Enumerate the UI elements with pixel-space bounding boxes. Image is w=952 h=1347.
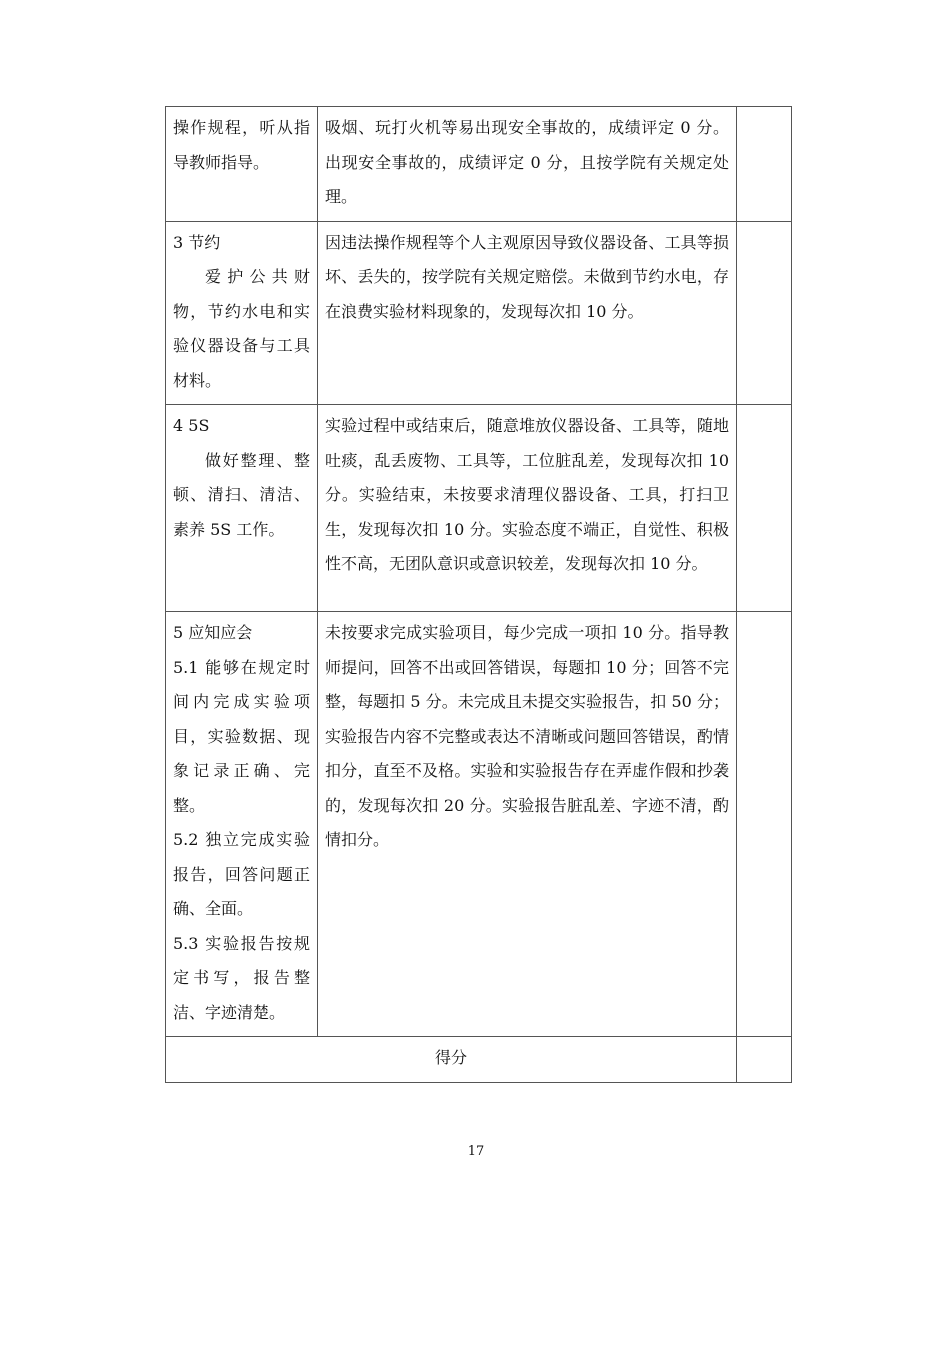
requirement-heading: 4 5S <box>173 416 210 435</box>
requirement-cell <box>166 107 318 222</box>
score-cell <box>737 107 792 222</box>
table-row <box>166 107 792 222</box>
requirement-cell <box>166 612 318 1037</box>
requirement-text: 爱护公共财物，节约水电和实验仪器设备与工具材料。 <box>173 267 310 390</box>
total-row <box>166 1037 792 1083</box>
score-cell <box>737 405 792 612</box>
requirement-text: 操作规程，听从指导教师指导。 <box>173 118 310 172</box>
score-cell <box>737 612 792 1037</box>
grading-table <box>165 106 792 1083</box>
page-number: 17 <box>467 1144 485 1159</box>
criteria-cell <box>318 405 737 612</box>
criteria-text: 未按要求完成实验项目，每少完成一项扣 10 分。指导教师提问，回答不出或回答错误，每题扣 10 分；回答不完整，每题扣 5 分。未完成且未提交实验报告，扣 50 分；实验报告内容不完整或表达不清晰或问题回答错误，酌情扣分，直至不及格。实验和实验报告存在弄虚作假和抄袭的，发现每次扣 20 分。实验报告脏乱差、字迹不清，酌情扣分。 <box>325 623 729 849</box>
criteria-text: 吸烟、玩打火机等易出现安全事故的，成绩评定 0 分。出现安全事故的，成绩评定 0 分，且按学院有关规定处理。 <box>325 118 729 206</box>
criteria-cell <box>318 107 737 222</box>
requirement-heading: 5 应知应会 <box>173 623 253 642</box>
requirement-item: 5.3 实验报告按规定书写，报告整洁、字迹清楚。 <box>173 933 310 1022</box>
table-row <box>166 221 792 405</box>
criteria-cell <box>318 221 737 405</box>
requirement-cell <box>166 221 318 405</box>
table-row <box>166 405 792 612</box>
requirement-text: 做好整理、整顿、清扫、清洁、素养 5S 工作。 <box>173 450 310 539</box>
requirement-item: 5.2 独立完成实验报告，回答问题正确、全面。 <box>173 830 310 918</box>
total-score-cell <box>737 1037 792 1083</box>
criteria-text: 实验过程中或结束后，随意堆放仪器设备、工具等，随地吐痰，乱丢废物、工具等，工位脏乱差，发现每次扣 10 分。实验结束，未按要求清理仪器设备、工具，打扫卫生，发现每次扣 10 分。实验态度不端正，自觉性、积极性不高，无团队意识或意识较差，发现每次扣 10 分。 <box>325 416 729 573</box>
table-row <box>166 612 792 1037</box>
score-cell <box>737 221 792 405</box>
requirement-cell <box>166 405 318 612</box>
criteria-cell <box>318 612 737 1037</box>
requirement-item: 5.1 能够在规定时间内完成实验项目，实验数据、现象记录正确、完整。 <box>173 657 310 815</box>
criteria-text: 因违法操作规程等个人主观原因导致仪器设备、工具等损坏、丢失的，按学院有关规定赔偿。未做到节约水电，存在浪费实验材料现象的，发现每次扣 10 分。 <box>325 232 729 321</box>
total-label: 得分 <box>166 1037 737 1083</box>
requirement-heading: 3 节约 <box>173 232 221 252</box>
